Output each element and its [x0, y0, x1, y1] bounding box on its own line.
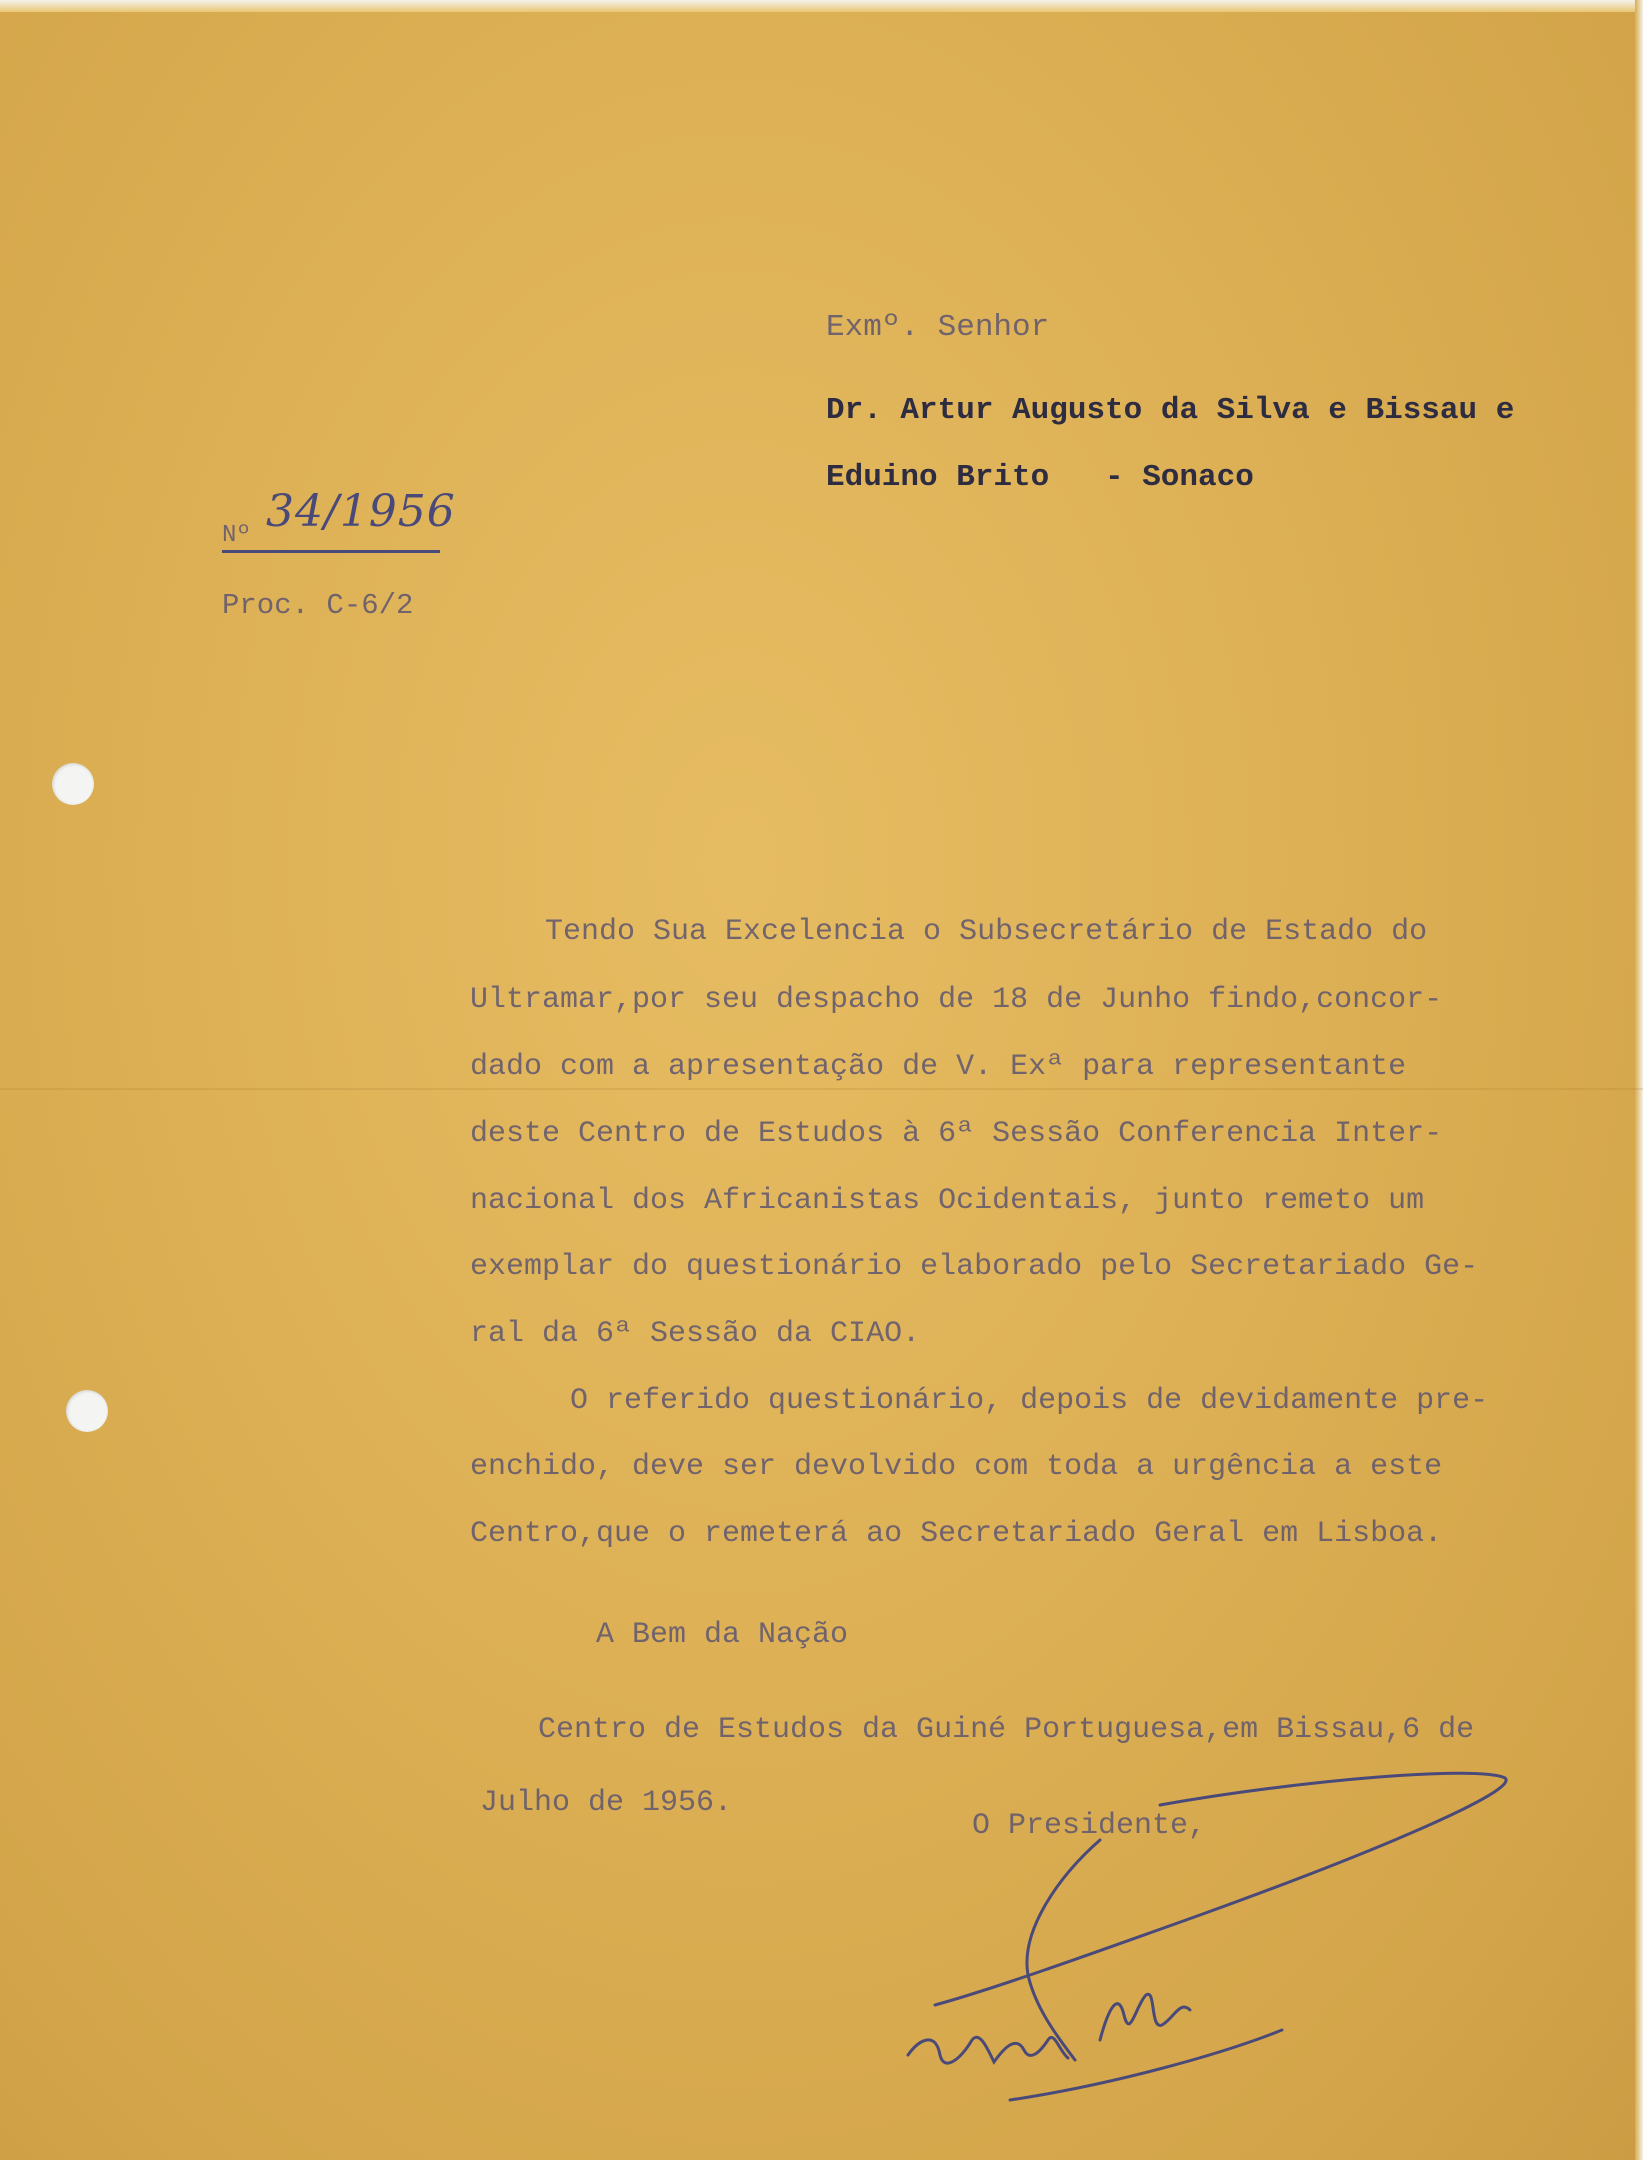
body-line: dado com a apresentação de V. Exª para representante [470, 1050, 1407, 1084]
salutation: Exmº. Senhor [826, 310, 1050, 345]
place-date-line-2: Julho de 1956. [480, 1786, 733, 1820]
body-line: Tendo Sua Excelencia o Subsecretário de Estado do [545, 915, 1428, 949]
recipient-line-2-name: Eduino Brito [826, 460, 1050, 495]
reference-number-prefix: Nº [222, 522, 251, 549]
closing-phrase: A Bem da Nação [596, 1618, 849, 1652]
body-line: ral da 6ª Sessão da CIAO. [470, 1317, 921, 1351]
body-line: deste Centro de Estudos à 6ª Sessão Conferencia Inter- [470, 1117, 1443, 1151]
recipient-line-1: Dr. Artur Augusto da Silva e Bissau e [826, 393, 1515, 428]
place-date-line-1: Centro de Estudos da Guiné Portuguesa,em Bissau,6 de [538, 1713, 1475, 1747]
body-line: nacional dos Africanistas Ocidentais, junto remeto um [470, 1184, 1425, 1218]
signatory-title: O Presidente, [972, 1809, 1207, 1843]
process-number: Proc. C-6/2 [222, 589, 414, 622]
body-line: exemplar do questionário elaborado pelo Secretariado Ge- [470, 1250, 1479, 1284]
reference-number-handwritten: 34/1956 [266, 486, 456, 537]
body-line: Ultramar,por seu despacho de 18 de Junho findo,concor- [470, 983, 1443, 1017]
body-line: enchido, deve ser devolvido com toda a urgência a este [470, 1450, 1443, 1484]
body-line: Centro,que o remeterá ao Secretariado Geral em Lisboa. [470, 1517, 1443, 1551]
body-line: O referido questionário, depois de devidamente pre- [570, 1384, 1489, 1418]
recipient-line-2-place: - Sonaco [1105, 460, 1254, 495]
